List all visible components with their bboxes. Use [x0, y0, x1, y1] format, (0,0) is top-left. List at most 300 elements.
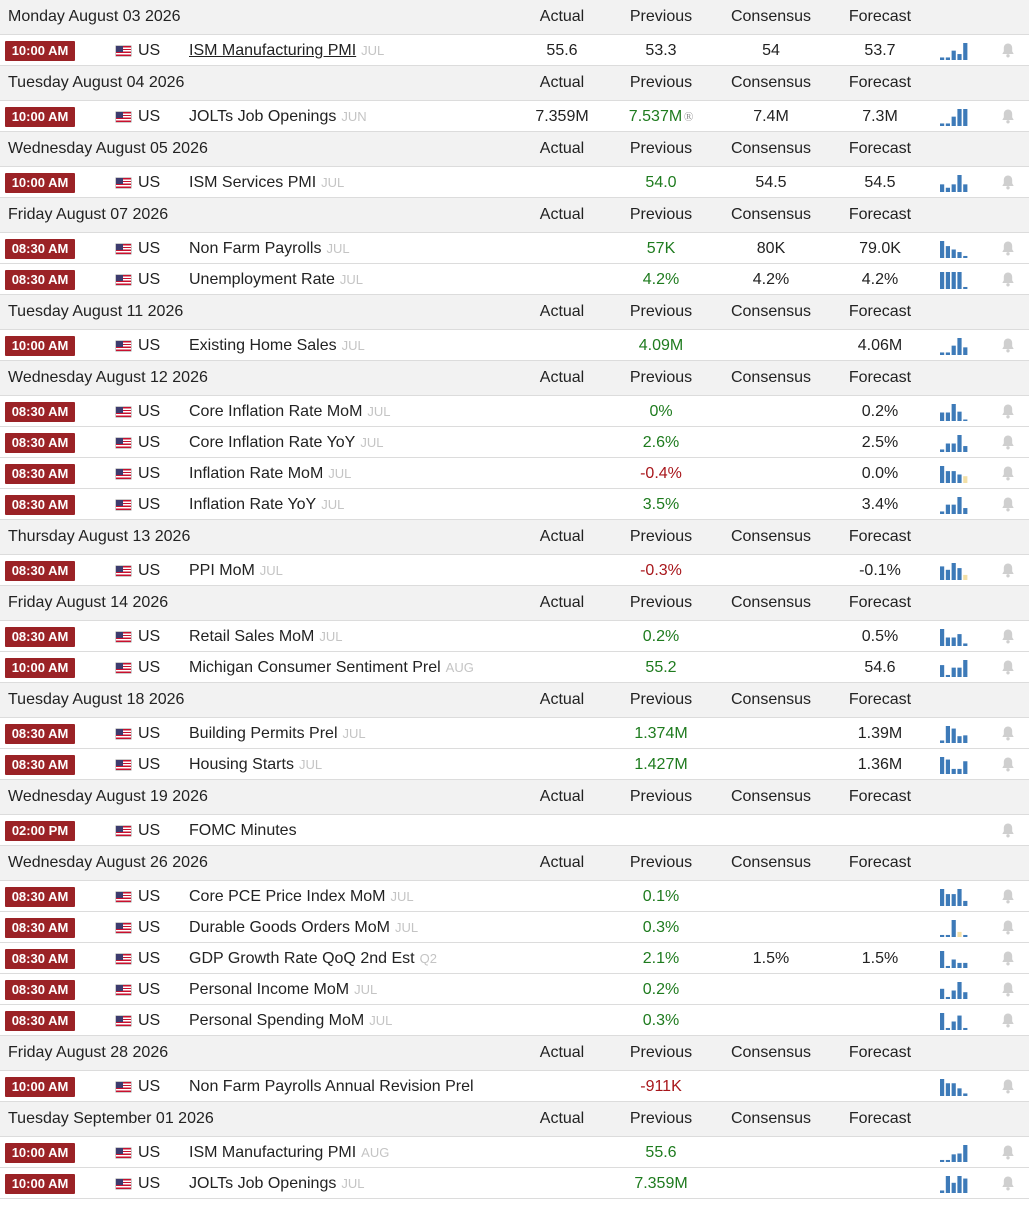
spark-bar	[940, 757, 944, 774]
previous-value: 7.537M	[628, 108, 683, 125]
country-code: US	[138, 888, 161, 905]
col-header-previous: Previous	[629, 1110, 693, 1127]
col-header-forecast: Forecast	[848, 74, 912, 91]
sparkline-chart[interactable]	[940, 919, 968, 937]
previous-value: -911K	[640, 1078, 682, 1095]
spark-bar	[952, 1154, 956, 1162]
spark-bar	[963, 643, 967, 646]
event-row[interactable]	[0, 35, 1029, 66]
time-badge: 10:00 AM	[5, 1077, 75, 1097]
col-header-previous: Previous	[629, 303, 693, 320]
event-row[interactable]	[0, 749, 1029, 780]
event-link[interactable]	[189, 950, 437, 968]
col-header-consensus: Consensus	[730, 74, 812, 91]
sparkline-chart[interactable]	[940, 756, 968, 774]
spark-bar	[940, 1013, 944, 1030]
spark-bar	[940, 951, 944, 968]
event-row[interactable]	[0, 396, 1029, 427]
event-name: Housing Starts	[189, 756, 294, 773]
event-row[interactable]	[0, 1168, 1029, 1199]
event-name: Core PCE Price Index MoM	[189, 888, 386, 905]
event-link[interactable]	[189, 337, 365, 355]
event-row[interactable]	[0, 652, 1029, 683]
bell-icon[interactable]	[1001, 108, 1015, 124]
bell-icon[interactable]	[1001, 888, 1015, 904]
time-badge: 08:30 AM	[5, 402, 75, 422]
col-header-previous: Previous	[629, 74, 693, 91]
time-badge: 08:30 AM	[5, 495, 75, 515]
spark-bar	[963, 992, 967, 999]
spark-bar	[952, 250, 956, 259]
country-code: US	[138, 822, 161, 839]
event-row[interactable]	[0, 458, 1029, 489]
spark-bar	[957, 475, 961, 484]
us-flag-icon	[116, 469, 131, 479]
spark-bar	[957, 54, 961, 60]
previous-value: -0.4%	[640, 465, 682, 482]
previous-value: 4.09M	[638, 337, 684, 354]
spark-bar	[940, 566, 944, 580]
spark-bar	[940, 466, 944, 483]
sparkline-chart[interactable]	[940, 1078, 968, 1096]
bell-icon[interactable]	[1001, 756, 1015, 772]
sparkline-chart[interactable]	[940, 950, 968, 968]
col-header-previous: Previous	[629, 854, 693, 871]
spark-bar	[946, 638, 950, 647]
reference-period: JUL	[341, 338, 365, 353]
spark-bar	[946, 188, 950, 192]
spark-bar	[946, 57, 950, 60]
sparkline-chart[interactable]	[940, 981, 968, 999]
col-header-forecast: Forecast	[848, 788, 912, 805]
event-name: Michigan Consumer Sentiment Prel	[189, 659, 441, 676]
country-code: US	[138, 756, 161, 773]
reference-period: AUG	[361, 1145, 390, 1160]
spark-bar	[957, 435, 961, 452]
col-header-consensus: Consensus	[730, 8, 812, 25]
event-row[interactable]	[0, 167, 1029, 198]
date-header	[0, 0, 1029, 35]
spark-bar	[957, 1176, 961, 1193]
previous-value-cell	[611, 1078, 711, 1096]
reference-period: JUL	[369, 1013, 393, 1028]
col-header-previous: Previous	[629, 8, 693, 25]
country-code: US	[138, 981, 161, 998]
spark-bar	[952, 920, 956, 937]
forecast-value: 0.0%	[861, 465, 899, 482]
bell-icon[interactable]	[1001, 1144, 1015, 1160]
country-code: US	[138, 950, 161, 967]
event-row[interactable]	[0, 815, 1029, 846]
spark-bar	[946, 675, 950, 677]
us-flag-icon	[116, 632, 131, 642]
time-badge: 10:00 AM	[5, 1143, 75, 1163]
reference-period: JUL	[367, 404, 391, 419]
spark-bar	[946, 894, 950, 906]
spark-bar	[963, 43, 967, 60]
event-name: Personal Spending MoM	[189, 1012, 365, 1029]
spark-bar	[952, 769, 956, 774]
reference-period: JUL	[298, 757, 323, 772]
event-link[interactable]	[189, 725, 366, 743]
spark-bar	[952, 272, 956, 289]
event-row[interactable]	[0, 943, 1029, 974]
spark-bar	[963, 1028, 967, 1030]
forecast-value: 54.5	[864, 174, 896, 191]
col-header-actual: Actual	[539, 1110, 585, 1127]
event-link[interactable]	[189, 108, 367, 126]
us-flag-icon	[116, 760, 131, 770]
reference-period: JUL	[321, 497, 345, 512]
time-badge: 08:30 AM	[5, 561, 75, 581]
event-name: ISM Services PMI	[189, 174, 317, 191]
event-link[interactable]	[189, 1175, 364, 1193]
spark-bar	[946, 272, 950, 289]
sparkline-chart[interactable]	[940, 42, 968, 60]
event-row[interactable]	[0, 974, 1029, 1005]
col-header-consensus: Consensus	[730, 1110, 812, 1127]
reference-period: JUL	[354, 982, 378, 997]
event-link[interactable]	[189, 562, 283, 580]
forecast-value: 1.5%	[861, 950, 899, 967]
spark-bar	[963, 1145, 967, 1162]
spark-bar	[963, 446, 967, 452]
date-header	[0, 520, 1029, 555]
spark-bar	[952, 1022, 956, 1031]
event-link[interactable]	[189, 240, 350, 258]
date-header	[0, 683, 1029, 718]
bell-icon[interactable]	[1001, 271, 1015, 287]
time-badge: 08:30 AM	[5, 239, 75, 259]
spark-bar	[952, 505, 956, 514]
date-header	[0, 846, 1029, 881]
spark-bar	[946, 1028, 950, 1030]
bell-icon[interactable]	[1001, 465, 1015, 481]
col-header-consensus: Consensus	[730, 528, 812, 545]
previous-value-cell	[611, 888, 711, 906]
previous-value-cell	[611, 725, 711, 743]
date-label: Wednesday August 12 2026	[8, 369, 208, 386]
bell-icon[interactable]	[1001, 337, 1015, 353]
previous-value: 57K	[646, 240, 676, 257]
time-badge: 10:00 AM	[5, 1174, 75, 1194]
forecast-value: 2.5%	[861, 434, 899, 451]
previous-value: 4.2%	[642, 271, 680, 288]
event-name: JOLTs Job Openings	[189, 1175, 337, 1192]
event-name: Core Inflation Rate MoM	[189, 403, 363, 420]
date-header	[0, 361, 1029, 396]
event-row[interactable]	[0, 621, 1029, 652]
previous-value-cell	[611, 403, 711, 421]
event-link[interactable]	[189, 465, 351, 483]
forecast-value: 3.4%	[861, 496, 899, 513]
sparkline-chart[interactable]	[940, 240, 968, 258]
sparkline-chart[interactable]	[940, 403, 968, 421]
event-link[interactable]	[189, 403, 391, 421]
spark-bar	[946, 123, 950, 126]
col-header-previous: Previous	[629, 594, 693, 611]
spark-bar	[963, 184, 967, 192]
col-header-actual: Actual	[539, 74, 585, 91]
previous-value: 2.1%	[642, 950, 680, 967]
col-header-forecast: Forecast	[848, 854, 912, 871]
time-badge: 10:00 AM	[5, 658, 75, 678]
event-link[interactable]	[189, 822, 297, 840]
forecast-value: 4.2%	[861, 271, 899, 288]
bell-icon[interactable]	[1001, 822, 1015, 838]
bell-icon[interactable]	[1001, 1078, 1015, 1094]
country-code: US	[138, 1175, 161, 1192]
event-row[interactable]	[0, 264, 1029, 295]
event-row[interactable]	[0, 1071, 1029, 1102]
previous-value: 0.2%	[642, 628, 680, 645]
col-header-actual: Actual	[539, 854, 585, 871]
consensus-value: 7.4M	[753, 108, 789, 125]
event-link[interactable]	[189, 981, 377, 999]
spark-bar	[952, 404, 956, 421]
reference-period: JUL	[319, 629, 343, 644]
event-row[interactable]	[0, 1005, 1029, 1036]
bell-icon[interactable]	[1001, 240, 1015, 256]
spark-bar	[940, 272, 944, 289]
previous-value-cell	[611, 659, 711, 677]
event-link[interactable]	[189, 271, 363, 289]
date-label: Tuesday September 01 2026	[8, 1110, 214, 1127]
spark-bar	[940, 449, 944, 452]
spark-bar	[952, 960, 956, 969]
reference-period: JUN	[341, 109, 367, 124]
date-label: Wednesday August 26 2026	[8, 854, 208, 871]
col-header-consensus: Consensus	[730, 854, 812, 871]
event-link[interactable]	[189, 496, 344, 514]
col-header-actual: Actual	[539, 594, 585, 611]
spark-bar	[940, 1160, 944, 1162]
bell-icon[interactable]	[1001, 496, 1015, 512]
consensus-value: 4.2%	[752, 271, 790, 288]
spark-bar	[940, 241, 944, 258]
col-header-consensus: Consensus	[730, 369, 812, 386]
event-row[interactable]	[0, 912, 1029, 943]
forecast-value: 0.2%	[861, 403, 899, 420]
time-badge: 08:30 AM	[5, 980, 75, 1000]
country-code: US	[138, 271, 161, 288]
event-link[interactable]	[189, 434, 383, 452]
spark-bar	[952, 991, 956, 1000]
spark-bar	[952, 444, 956, 453]
event-row[interactable]	[0, 555, 1029, 586]
sparkline-chart[interactable]	[940, 434, 968, 452]
bell-icon[interactable]	[1001, 628, 1015, 644]
event-link[interactable]	[189, 659, 474, 677]
sparkline-chart[interactable]	[940, 174, 968, 192]
spark-bar	[952, 51, 956, 60]
previous-value-cell	[611, 174, 711, 192]
spark-bar	[957, 1016, 961, 1030]
spark-bar	[957, 497, 961, 514]
event-row[interactable]	[0, 427, 1029, 458]
event-link[interactable]	[189, 888, 414, 906]
col-header-actual: Actual	[539, 206, 585, 223]
event-row[interactable]	[0, 101, 1029, 132]
sparkline-chart[interactable]	[940, 1012, 968, 1030]
us-flag-icon	[116, 566, 131, 576]
spark-bar	[940, 629, 944, 646]
actual-value: 55.6	[546, 42, 578, 59]
sparkline-chart[interactable]	[940, 1144, 968, 1162]
event-row[interactable]	[0, 489, 1029, 520]
event-link[interactable]	[189, 174, 344, 192]
spark-bar	[963, 420, 967, 422]
forecast-value: 1.39M	[857, 725, 903, 742]
bell-icon[interactable]	[1001, 42, 1015, 58]
previous-value-cell	[611, 919, 711, 937]
spark-bar	[957, 736, 961, 743]
spark-bar	[940, 989, 944, 999]
event-name: Building Permits Prel	[189, 725, 338, 742]
spark-bar	[946, 935, 950, 937]
col-header-actual: Actual	[539, 528, 585, 545]
reference-period: JUL	[394, 920, 419, 935]
event-name: PPI MoM	[189, 562, 255, 579]
spark-bar	[957, 175, 961, 192]
us-flag-icon	[116, 985, 131, 995]
consensus-value: 54.5	[755, 174, 787, 191]
col-header-actual: Actual	[539, 140, 585, 157]
event-name: GDP Growth Rate QoQ 2nd Est	[189, 950, 415, 967]
time-badge: 10:00 AM	[5, 173, 75, 193]
forecast-value: 54.6	[864, 659, 896, 676]
bell-icon[interactable]	[1001, 919, 1015, 935]
col-header-forecast: Forecast	[848, 303, 912, 320]
col-header-consensus: Consensus	[730, 788, 812, 805]
sparkline-chart[interactable]	[940, 725, 968, 743]
forecast-value: 7.3M	[862, 108, 898, 125]
spark-bar	[940, 123, 944, 126]
time-badge: 08:30 AM	[5, 724, 75, 744]
bell-icon[interactable]	[1001, 725, 1015, 741]
forecast-value: 4.06M	[857, 337, 903, 354]
spark-bar	[963, 256, 967, 258]
previous-value-cell	[611, 42, 711, 60]
spark-bar	[952, 471, 956, 483]
spark-bar	[946, 246, 950, 258]
event-link[interactable]	[189, 1144, 389, 1162]
sparkline-chart[interactable]	[940, 108, 968, 126]
country-code: US	[138, 465, 161, 482]
sparkline-chart[interactable]	[940, 496, 968, 514]
event-row[interactable]	[0, 881, 1029, 912]
event-link[interactable]	[189, 628, 343, 646]
event-row[interactable]	[0, 718, 1029, 749]
bell-icon[interactable]	[1001, 1175, 1015, 1191]
spark-bar	[940, 935, 944, 937]
reference-period: JUL	[360, 435, 384, 450]
previous-value: 0.3%	[642, 1012, 680, 1029]
previous-value-cell	[611, 1012, 711, 1030]
country-code: US	[138, 403, 161, 420]
sparkline-chart[interactable]	[940, 562, 968, 580]
us-flag-icon	[116, 407, 131, 417]
col-header-consensus: Consensus	[730, 691, 812, 708]
previous-value: 0.1%	[642, 888, 680, 905]
date-label: Tuesday August 18 2026	[8, 691, 185, 708]
bell-icon[interactable]	[1001, 950, 1015, 966]
revised-icon: Ⓡ	[684, 112, 694, 123]
event-name: Core Inflation Rate YoY	[189, 434, 356, 451]
bell-icon[interactable]	[1001, 403, 1015, 419]
sparkline-chart[interactable]	[940, 659, 968, 677]
us-flag-icon	[116, 826, 131, 836]
sparkline-chart[interactable]	[940, 888, 968, 906]
previous-value-cell	[611, 496, 711, 514]
sparkline-chart[interactable]	[940, 628, 968, 646]
event-link[interactable]	[189, 756, 322, 774]
spark-bar	[963, 761, 967, 774]
previous-value-cell	[611, 108, 711, 126]
us-flag-icon	[116, 729, 131, 739]
sparkline-chart[interactable]	[940, 337, 968, 355]
bell-icon[interactable]	[1001, 434, 1015, 450]
sparkline-chart[interactable]	[940, 271, 968, 289]
country-code: US	[138, 659, 161, 676]
spark-bar	[957, 1088, 961, 1096]
spark-bar	[952, 184, 956, 192]
forecast-value: 1.36M	[857, 756, 903, 773]
col-header-forecast: Forecast	[848, 528, 912, 545]
reference-period: JUL	[361, 43, 385, 58]
event-row[interactable]	[0, 330, 1029, 361]
previous-value: -0.3%	[640, 562, 682, 579]
country-code: US	[138, 240, 161, 257]
us-flag-icon	[116, 1148, 131, 1158]
event-name: Unemployment Rate	[189, 271, 335, 288]
bell-icon[interactable]	[1001, 562, 1015, 578]
event-row[interactable]	[0, 233, 1029, 264]
event-link[interactable]	[189, 42, 384, 60]
previous-value-cell	[611, 271, 711, 289]
spark-bar	[946, 966, 950, 968]
previous-value: 0%	[649, 403, 673, 420]
previous-value: 54.0	[645, 174, 677, 191]
reference-period: JUL	[342, 726, 366, 741]
reference-period: JUL	[326, 241, 350, 256]
col-header-forecast: Forecast	[848, 8, 912, 25]
time-badge: 08:30 AM	[5, 627, 75, 647]
spark-bar	[946, 352, 950, 355]
previous-value: 1.374M	[634, 725, 688, 742]
event-name: JOLTs Job Openings	[189, 108, 337, 125]
event-link[interactable]	[189, 919, 418, 937]
event-link[interactable]	[189, 1012, 392, 1030]
previous-value: 0.3%	[642, 919, 680, 936]
previous-value-cell	[611, 337, 711, 355]
event-link[interactable]	[189, 1078, 474, 1096]
sparkline-chart[interactable]	[940, 465, 968, 483]
spark-bar	[952, 117, 956, 126]
time-badge: 02:00 PM	[5, 821, 75, 841]
bell-icon[interactable]	[1001, 659, 1015, 675]
sparkline-chart[interactable]	[940, 1175, 968, 1193]
spark-bar	[952, 346, 956, 355]
event-row[interactable]	[0, 1137, 1029, 1168]
reference-period: JUL	[321, 175, 345, 190]
bell-icon[interactable]	[1001, 174, 1015, 190]
bell-icon[interactable]	[1001, 1012, 1015, 1028]
time-badge: 08:30 AM	[5, 755, 75, 775]
country-code: US	[138, 725, 161, 742]
bell-icon[interactable]	[1001, 981, 1015, 997]
event-name: ISM Manufacturing PMI	[189, 1144, 357, 1161]
